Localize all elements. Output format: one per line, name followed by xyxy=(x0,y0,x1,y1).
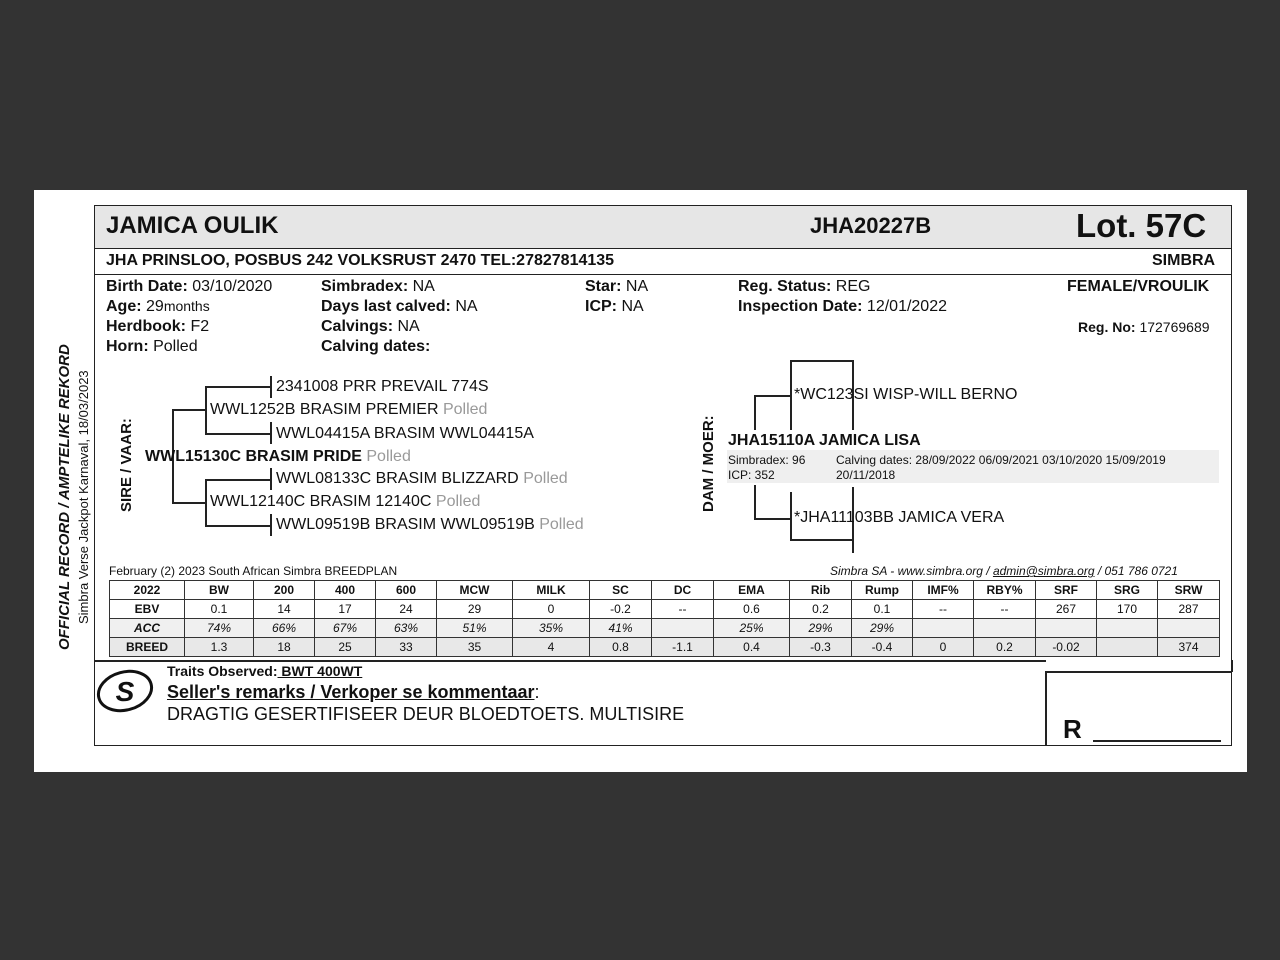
table-row xyxy=(110,638,1220,657)
birth-date: Birth Date: 03/10/2020 xyxy=(106,278,273,295)
table-row xyxy=(110,619,1220,638)
table-header-cell: Rump xyxy=(852,581,913,600)
table-cell: -- xyxy=(652,600,714,619)
table-cell xyxy=(652,619,714,638)
table-cell xyxy=(913,619,974,638)
table-header-cell: SC xyxy=(590,581,652,600)
table-header-cell: MILK xyxy=(513,581,590,600)
table-cell: 374 xyxy=(1158,638,1220,657)
row-label: EBV xyxy=(110,600,185,619)
animal-name: JAMICA OULIK xyxy=(106,212,279,239)
sire-sire: WWL1252B BRASIM PREMIER Polled xyxy=(210,401,488,418)
table-header-cell: IMF% xyxy=(913,581,974,600)
table-header-cell: EMA xyxy=(714,581,790,600)
table-cell: 1.3 xyxy=(185,638,254,657)
row-label: BREED xyxy=(110,638,185,657)
table-cell: -0.2 xyxy=(590,600,652,619)
sale-label: Simbra Verse Jackpot Karnaval, 18/03/2023 xyxy=(76,370,91,624)
dam-sire: *WC123SI WISP-WILL BERNO xyxy=(794,386,1018,403)
table-cell: -0.02 xyxy=(1036,638,1097,657)
table-cell: 24 xyxy=(376,600,437,619)
breeder-info: JHA PRINSLOO, POSBUS 242 VOLKSRUST 2470 TEL:27827814135 xyxy=(106,252,615,269)
sire-dam-dam: WWL09519B BRASIM WWL09519B Polled xyxy=(276,516,584,533)
table-header-cell: 2022 xyxy=(110,581,185,600)
table-cell: 287 xyxy=(1158,600,1220,619)
sire-dam: WWL12140C BRASIM 12140C Polled xyxy=(210,493,481,510)
horn: Horn: Polled xyxy=(106,338,198,355)
dam-name: JHA15110A JAMICA LISA xyxy=(728,432,921,449)
table-cell: 29% xyxy=(852,619,913,638)
table-cell: 0.1 xyxy=(852,600,913,619)
table-header-cell: 200 xyxy=(254,581,315,600)
table-cell: -1.1 xyxy=(652,638,714,657)
dam-dam: *JHA11103BB JAMICA VERA xyxy=(794,509,1005,526)
table-cell: 41% xyxy=(590,619,652,638)
star: Star: NA xyxy=(585,278,649,295)
days-last-calved: Days last calved: NA xyxy=(321,298,478,315)
breedplan-contact: Simbra SA - www.simbra.org / admin@simbra.org / 051 786 0721 xyxy=(830,564,1178,578)
table-cell: 0 xyxy=(513,600,590,619)
breed-name: SIMBRA xyxy=(1152,252,1216,269)
table-cell: 25% xyxy=(714,619,790,638)
table-cell xyxy=(1158,619,1220,638)
table-cell: 33 xyxy=(376,638,437,657)
table-header-cell: RBY% xyxy=(974,581,1036,600)
table-cell: 0.1 xyxy=(185,600,254,619)
sire-sire-dam: WWL04415A BRASIM WWL04415A xyxy=(276,425,534,442)
remarks-title: Seller's remarks / Verkoper se kommentaar: xyxy=(167,682,540,702)
table-cell: 74% xyxy=(185,619,254,638)
table-cell: 0.2 xyxy=(974,638,1036,657)
table-cell: 51% xyxy=(437,619,513,638)
simbra-logo-icon xyxy=(95,668,155,714)
r-label: R xyxy=(1063,714,1082,744)
table-cell: 63% xyxy=(376,619,437,638)
table-header-cell: SRW xyxy=(1158,581,1220,600)
table-cell: 14 xyxy=(254,600,315,619)
table-cell: 35 xyxy=(437,638,513,657)
table-cell xyxy=(974,619,1036,638)
calving-dates-label: Calving dates: xyxy=(321,338,431,355)
simbradex: Simbradex: NA xyxy=(321,278,435,295)
reg-status: Reg. Status: REG xyxy=(738,278,871,295)
dam-label: DAM / MOER: xyxy=(700,415,717,512)
remarks-text: DRAGTIG GESERTIFISEER DEUR BLOEDTOETS. MULTISIRE xyxy=(167,704,685,724)
table-header-cell: MCW xyxy=(437,581,513,600)
table-header-row xyxy=(110,581,1220,600)
inspection-date: Inspection Date: 12/01/2022 xyxy=(738,298,947,315)
dam-calving-dates: Calving dates: 28/09/2022 06/09/2021 03/10/2020 15/09/2019 xyxy=(836,453,1166,467)
table-cell: 4 xyxy=(513,638,590,657)
table-header-cell: 600 xyxy=(376,581,437,600)
email-link[interactable]: admin@simbra.org xyxy=(992,564,1095,578)
sire-sire-sire: 2341008 PRR PREVAIL 774S xyxy=(276,378,489,395)
table-cell: 29% xyxy=(790,619,852,638)
herdbook: Herdbook: F2 xyxy=(106,318,210,335)
sire-name: WWL15130C BRASIM PRIDE Polled xyxy=(145,448,411,465)
table-cell: 0 xyxy=(913,638,974,657)
traits-observed: Traits Observed: BWT 400WT xyxy=(167,663,363,679)
dam-calving-dates-2: 20/11/2018 xyxy=(836,468,896,482)
table-cell: 17 xyxy=(315,600,376,619)
table-row xyxy=(110,600,1220,619)
table-cell: 0.2 xyxy=(790,600,852,619)
icp: ICP: NA xyxy=(585,298,644,315)
animal-id: JHA20227B xyxy=(810,213,932,238)
breedplan-title: February (2) 2023 South African Simbra BREEDPLAN xyxy=(109,564,398,578)
lot-number: Lot. 57C xyxy=(1076,207,1207,244)
table-header-cell: 400 xyxy=(315,581,376,600)
table-cell: 35% xyxy=(513,619,590,638)
table-cell: 0.8 xyxy=(590,638,652,657)
table-cell: -0.3 xyxy=(790,638,852,657)
table-header-cell: SRF xyxy=(1036,581,1097,600)
table-cell: 170 xyxy=(1097,600,1158,619)
sire-dam-sire: WWL08133C BRASIM BLIZZARD Polled xyxy=(276,470,568,487)
calvings: Calvings: NA xyxy=(321,318,420,335)
dam-simbradex: Simbradex: 96 xyxy=(728,453,806,467)
svg-text:S: S xyxy=(115,676,135,707)
table-cell: 267 xyxy=(1036,600,1097,619)
table-cell: 66% xyxy=(254,619,315,638)
sire-label: SIRE / VAAR: xyxy=(118,418,135,512)
ebv-table xyxy=(109,580,1220,657)
official-record-label: OFFICIAL RECORD / AMPTELIKE REKORD xyxy=(56,344,73,650)
table-cell: 0.4 xyxy=(714,638,790,657)
table-cell: 67% xyxy=(315,619,376,638)
table-cell: 29 xyxy=(437,600,513,619)
table-header-cell: SRG xyxy=(1097,581,1158,600)
table-cell: 25 xyxy=(315,638,376,657)
table-cell xyxy=(1097,619,1158,638)
dam-icp: ICP: 352 xyxy=(728,468,775,482)
table-cell: 0.6 xyxy=(714,600,790,619)
table-cell: -0.4 xyxy=(852,638,913,657)
reg-number: Reg. No: 172769689 xyxy=(1078,319,1210,335)
row-label: ACC xyxy=(110,619,185,638)
table-header-cell: DC xyxy=(652,581,714,600)
table-header-cell: Rib xyxy=(790,581,852,600)
table-cell: -- xyxy=(974,600,1036,619)
table-cell: -- xyxy=(913,600,974,619)
table-cell xyxy=(1097,638,1158,657)
sex: FEMALE/VROULIK xyxy=(1067,278,1210,295)
table-header-cell: BW xyxy=(185,581,254,600)
table-cell xyxy=(1036,619,1097,638)
table-cell: 18 xyxy=(254,638,315,657)
age: Age: 29months xyxy=(106,298,210,315)
r-signature-line xyxy=(1093,740,1221,742)
